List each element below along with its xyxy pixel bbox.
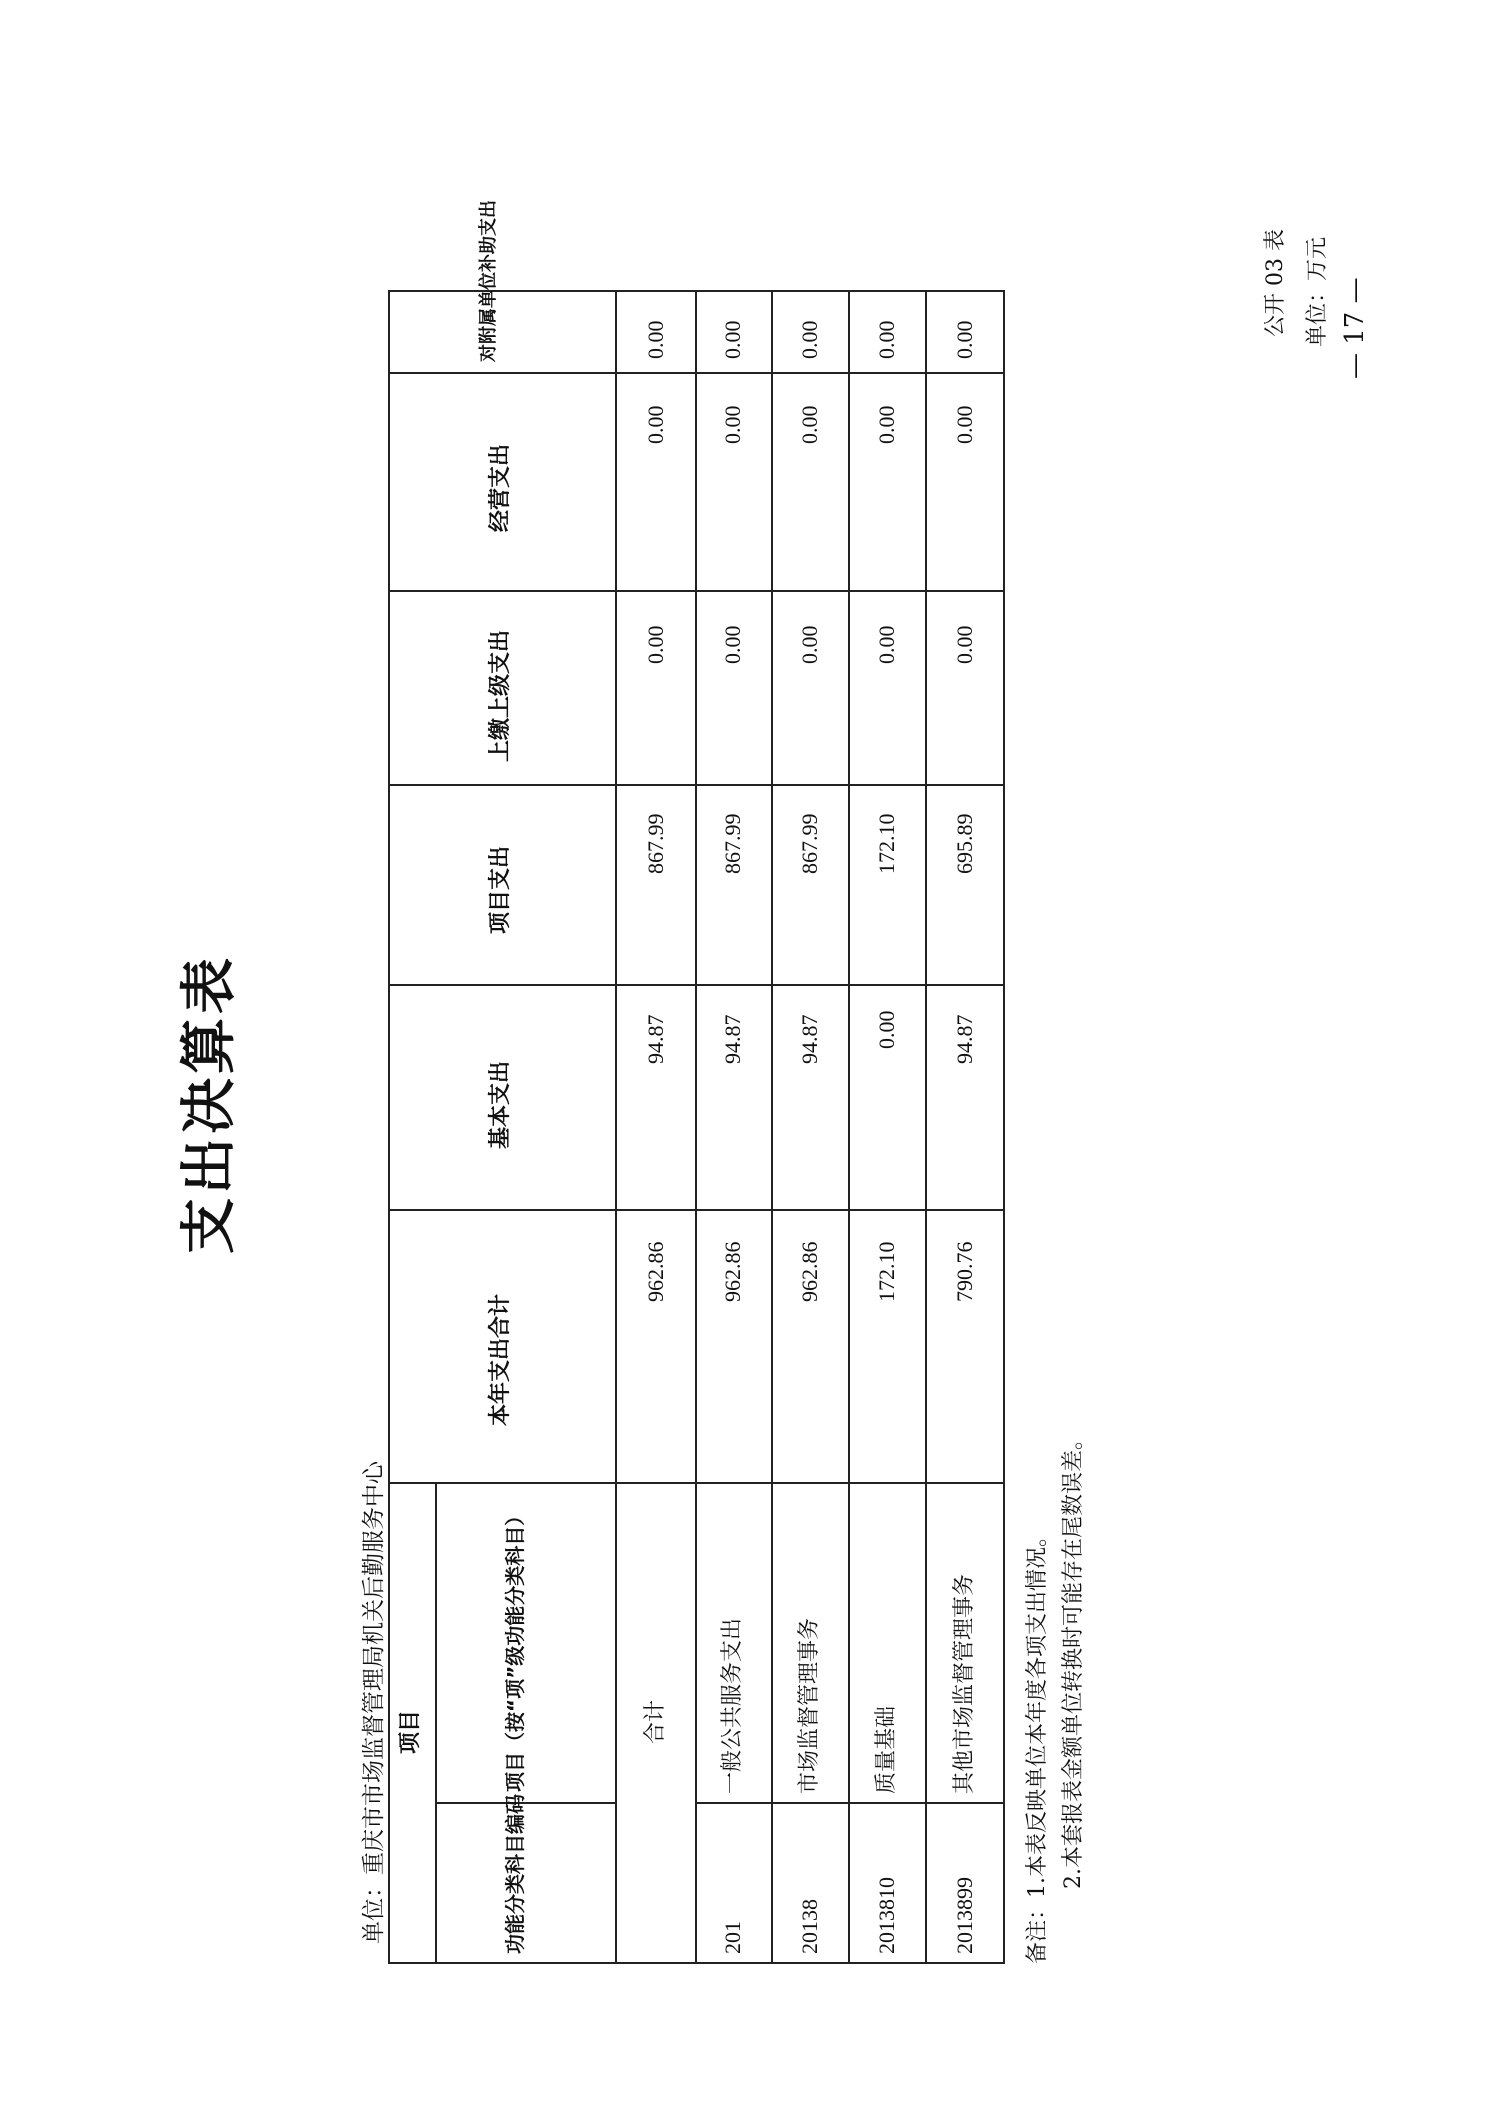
row-subsidy: 0.00	[952, 320, 977, 359]
notes-label: 备注：	[1025, 1897, 1050, 1964]
header-subsidy: 对附属单位补助支出	[478, 200, 499, 362]
row-basic: 94.87	[797, 1014, 822, 1064]
row-name: 一般公共服务支出	[720, 1617, 745, 1794]
row-subsidy: 0.00	[797, 320, 822, 359]
row-remit: 0.00	[952, 625, 977, 664]
header-code: 功能分类科目编码	[503, 1794, 527, 1954]
unit-currency: 单位：万元	[1305, 236, 1330, 347]
row-subsidy: 0.00	[643, 320, 668, 359]
row-code: 2013810	[874, 1877, 899, 1954]
page-number: — 17 —	[1340, 277, 1370, 379]
row-basic: 94.87	[720, 1014, 745, 1064]
row-project: 867.99	[797, 813, 822, 874]
row-total: 962.86	[720, 1241, 745, 1302]
row-business: 0.00	[952, 405, 977, 444]
row-basic: 94.87	[643, 1014, 668, 1064]
row-remit: 0.00	[874, 625, 899, 664]
row-code: 2013899	[952, 1877, 977, 1954]
row-total: 172.10	[874, 1241, 899, 1302]
notes	[1020, 1525, 1051, 1964]
row-business: 0.00	[720, 405, 745, 444]
row-business: 0.00	[643, 405, 668, 444]
form-code: 公开 03 表	[1263, 229, 1288, 337]
row-business: 0.00	[874, 405, 899, 444]
header-project-expenditure: 项目支出	[488, 845, 513, 934]
row-total: 790.76	[952, 1241, 977, 1302]
header-name: 项目（按“项”级功能分类科目）	[503, 1505, 527, 1792]
row-remit: 0.00	[643, 625, 668, 664]
row-name: 市场监督管理事务	[797, 1617, 822, 1794]
header-business: 经营支出	[488, 443, 513, 532]
row-name: 合计	[643, 1699, 668, 1744]
row-total: 962.86	[643, 1241, 668, 1302]
header-project: 项目	[398, 1709, 423, 1754]
header-basic: 基本支出	[488, 1060, 513, 1149]
row-remit: 0.00	[720, 625, 745, 664]
row-subsidy: 0.00	[720, 320, 745, 359]
row-basic: 94.87	[952, 1014, 977, 1064]
row-code: 201	[720, 1921, 745, 1954]
row-project: 695.89	[952, 813, 977, 874]
row-code: 20138	[797, 1899, 822, 1954]
header-total: 本年支出合计	[488, 1293, 513, 1426]
row-remit: 0.00	[797, 625, 822, 664]
header-remit: 上缴上级支出	[488, 629, 513, 762]
row-project: 867.99	[720, 813, 745, 874]
row-project: 172.10	[874, 813, 899, 874]
row-total: 962.86	[797, 1241, 822, 1302]
row-basic: 0.00	[874, 1010, 899, 1049]
unit-organization: 单位：重庆市市场监督管理局机关后勤服务中心	[361, 1461, 387, 1944]
row-name: 质量基础	[874, 1705, 899, 1794]
notes-line1: 1.本表反映单位本年度各项支出情况。	[1025, 1524, 1050, 1898]
row-name: 其他市场监督管理事务	[952, 1573, 977, 1794]
page-title: 支出决算表	[176, 954, 242, 1254]
row-project: 867.99	[643, 813, 668, 874]
row-subsidy: 0.00	[874, 320, 899, 359]
notes-line2: 2.本套报表金额单位转换时可能存在尾数误差。	[1061, 1428, 1086, 1889]
row-business: 0.00	[797, 405, 822, 444]
